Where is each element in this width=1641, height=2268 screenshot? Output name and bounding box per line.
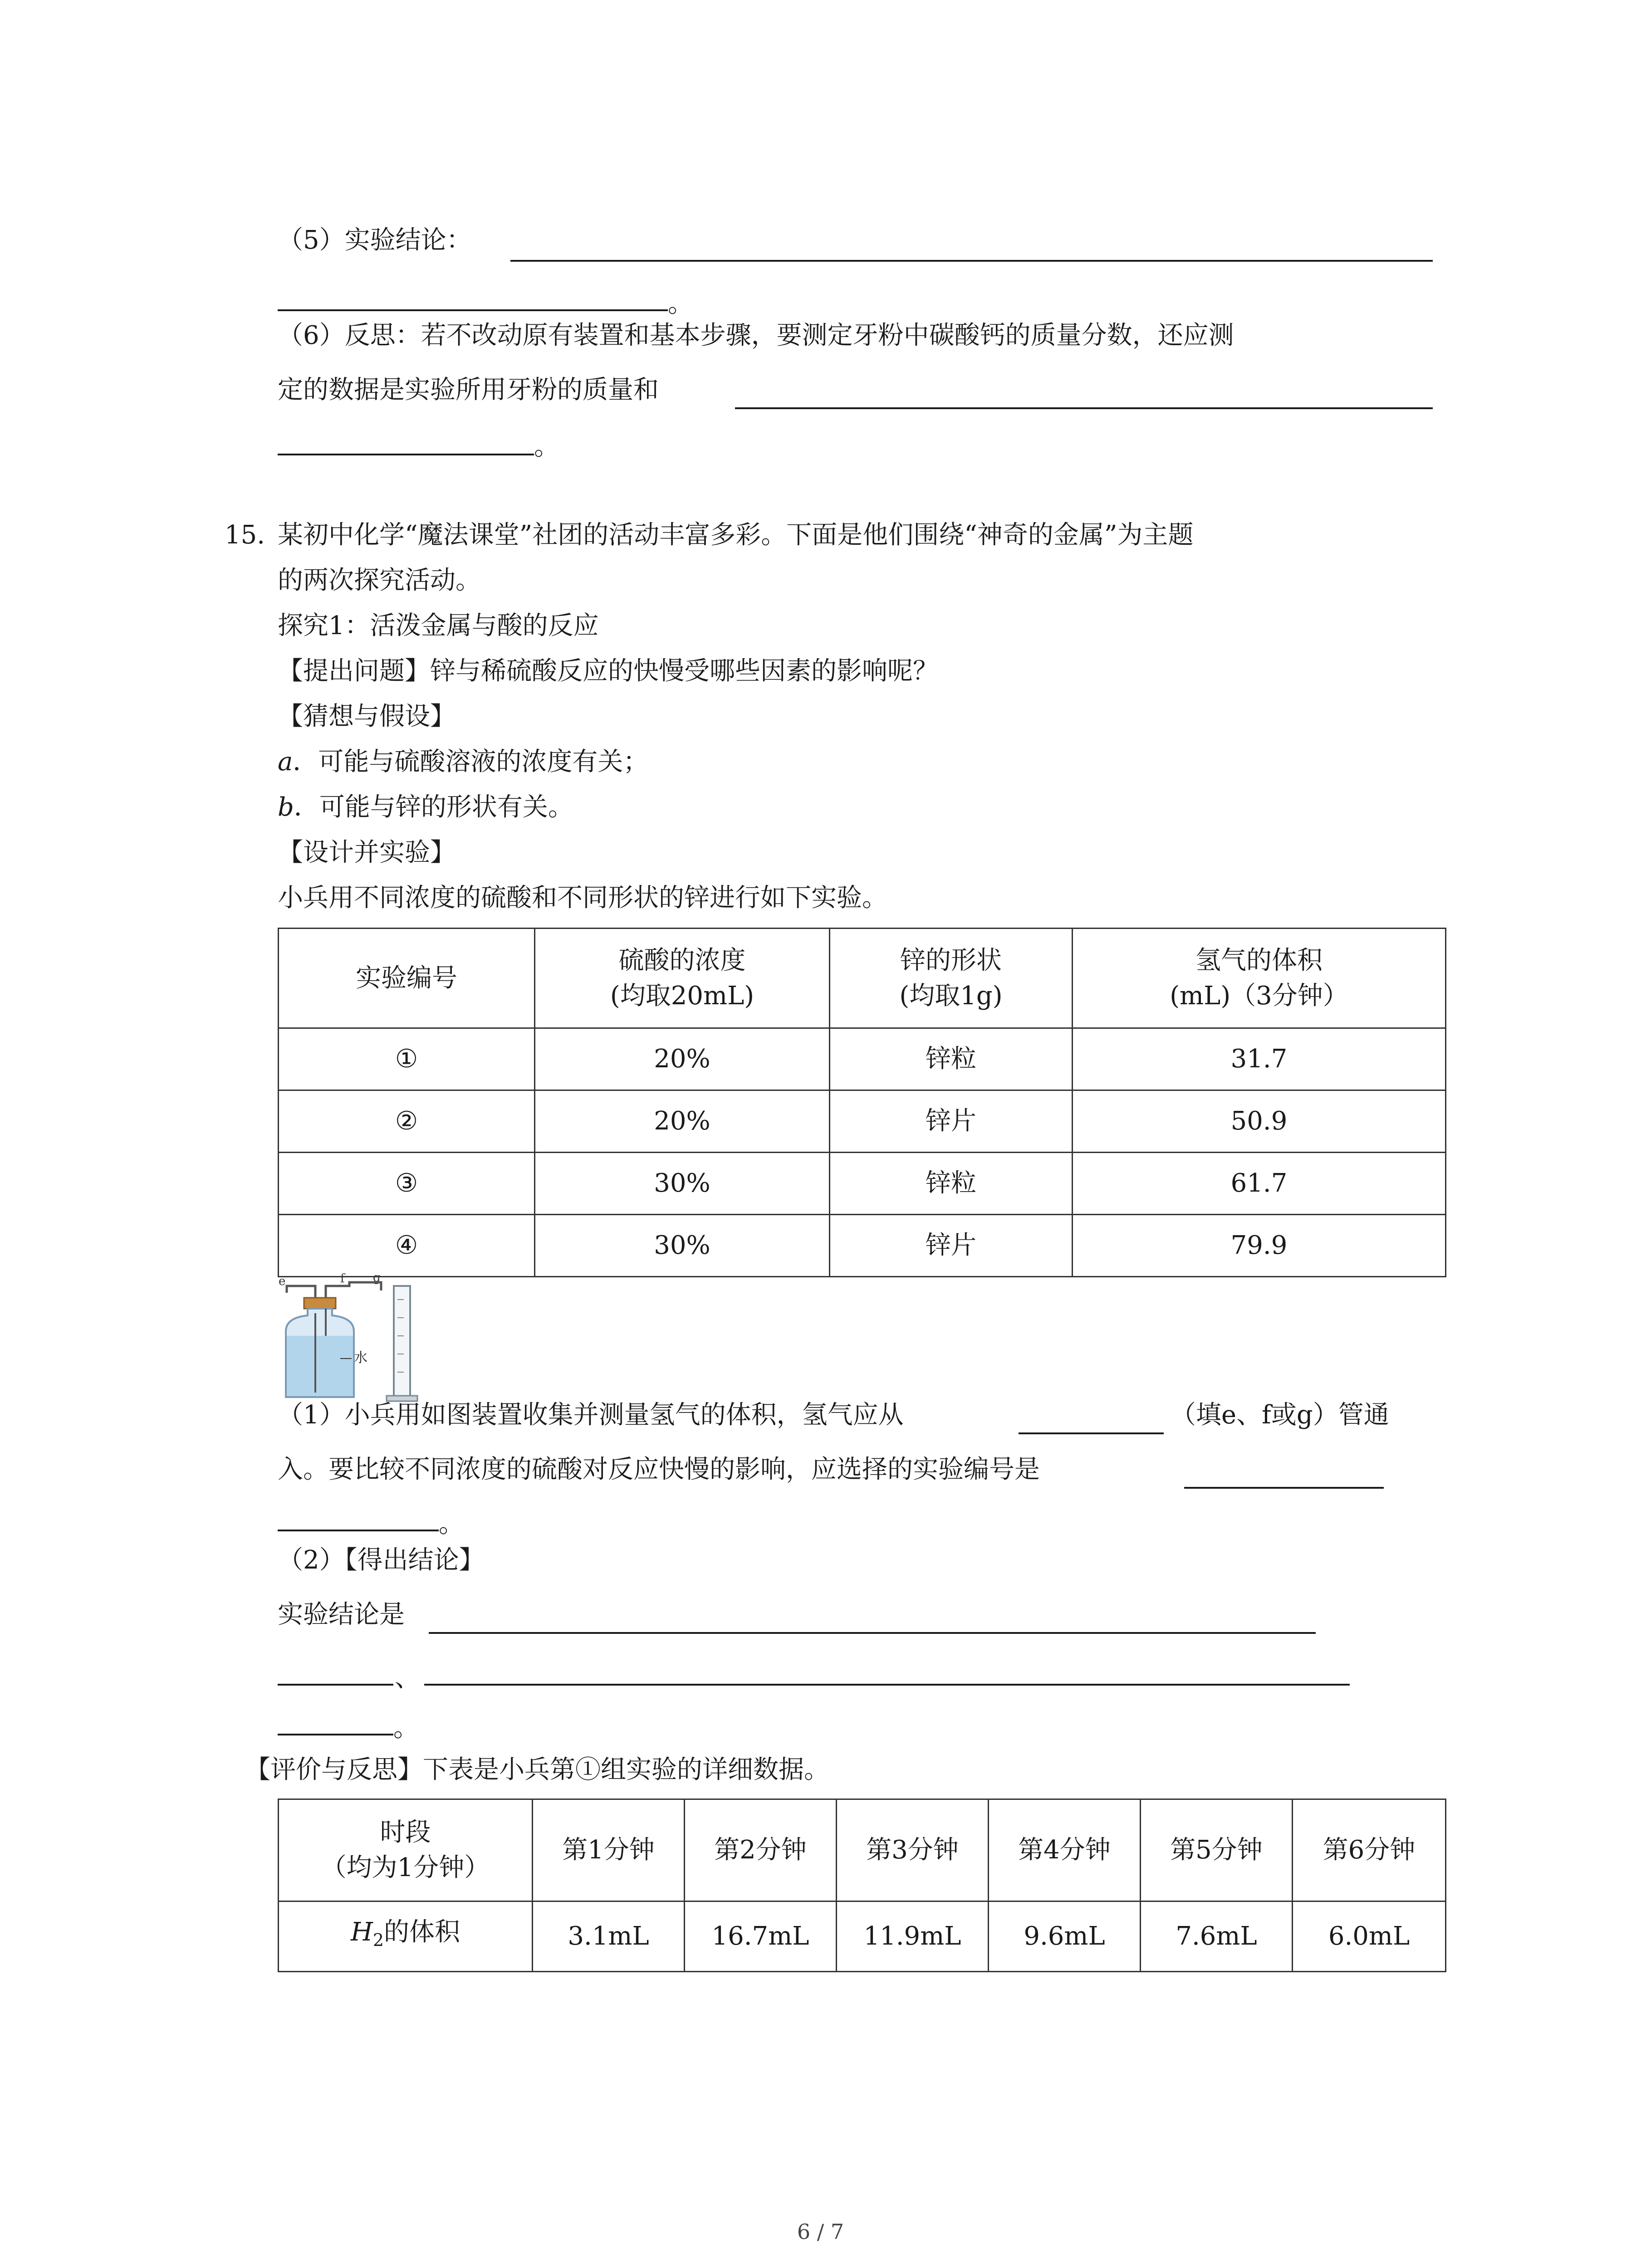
- tube-label-g: g: [373, 1272, 381, 1285]
- period-cell: 第3分钟: [837, 1799, 989, 1901]
- value-cell: 11.9mL: [837, 1901, 989, 1972]
- value-cell: 3.1mL: [533, 1901, 685, 1972]
- table-cell: ①: [279, 1028, 535, 1090]
- header-cell-shape: 锌的形状 (均取1g): [830, 929, 1073, 1028]
- table-cell: 锌片: [830, 1215, 1073, 1277]
- value-cell: 7.6mL: [1141, 1901, 1293, 1972]
- p1-experiment-blank-2[interactable]: [278, 1530, 439, 1531]
- p2-separator: 、: [395, 1663, 420, 1693]
- table-cell: 31.7: [1073, 1028, 1446, 1090]
- p2-conclusion-blank-1[interactable]: [429, 1632, 1316, 1634]
- q6-answer-blank-2[interactable]: [278, 454, 534, 455]
- hypothesis-b-letter: b: [278, 792, 294, 822]
- period-cell: 第2分钟: [685, 1799, 837, 1901]
- q6-end: 。: [534, 432, 559, 461]
- p1-line2: 入。要比较不同浓度的硫酸对反应快慢的影响，应选择的实验编号是: [278, 1455, 1040, 1484]
- header-cell-period: 时段 （均为1分钟）: [279, 1799, 533, 1901]
- q6-line1: （6）反思：若不改动原有装置和基本步骤，要测定牙粉中碳酸钙的质量分数，还应测: [278, 321, 1234, 350]
- table-cell: 锌粒: [830, 1028, 1073, 1090]
- design-title: 【设计并实验】: [278, 838, 456, 867]
- value-cell: 6.0mL: [1293, 1901, 1446, 1972]
- p2-end: 。: [393, 1713, 419, 1743]
- tube-label-e: e: [279, 1275, 286, 1288]
- hypothesis-b: [278, 789, 573, 826]
- table-cell: 锌粒: [830, 1153, 1073, 1215]
- period-cell: 第1分钟: [533, 1799, 685, 1901]
- period-cell: 第6分钟: [1293, 1799, 1446, 1901]
- period-cell: 第5分钟: [1141, 1799, 1293, 1901]
- table-cell: ③: [279, 1153, 535, 1215]
- p2-title: （2）【得出结论】: [278, 1545, 485, 1575]
- experiment-table-header: [279, 929, 1446, 1028]
- water-label: 水: [354, 1350, 367, 1366]
- table-cell: 20%: [535, 1090, 830, 1153]
- value-cell: 16.7mL: [685, 1901, 837, 1972]
- gas-collection-apparatus: [272, 1272, 436, 1404]
- p2-conclusion-blank-2[interactable]: [278, 1684, 393, 1686]
- q5-end: 。: [668, 289, 693, 318]
- detail-table-header: [279, 1799, 1446, 1901]
- detail-table: [278, 1799, 1446, 1972]
- p1-line1b: （填e、f或g）管通: [1171, 1400, 1389, 1430]
- design-text: 小兵用不同浓度的硫酸和不同形状的锌进行如下实验。: [278, 883, 887, 913]
- table-cell: 79.9: [1073, 1215, 1446, 1277]
- table-row: [279, 1028, 1446, 1090]
- header-cell-volume: 氢气的体积 (mL)（3分钟）: [1073, 929, 1446, 1028]
- hypothesis-a: [278, 744, 648, 780]
- experiment-table: [278, 928, 1446, 1277]
- tube-label-f: f: [340, 1272, 345, 1286]
- p1-experiment-blank-1[interactable]: [1184, 1487, 1384, 1489]
- inquiry1-title: 探究1：活泼金属与酸的反应: [278, 611, 599, 640]
- hypothesis-a-text: ．可能与硫酸溶液的浓度有关；: [293, 747, 649, 777]
- hypothesis-title: 【猜想与假设】: [278, 702, 456, 731]
- table-cell: 锌片: [830, 1090, 1073, 1153]
- graduated-cylinder-icon: [394, 1286, 410, 1397]
- q15-stem-line2: 的两次探究活动。: [278, 566, 481, 595]
- water-icon: [287, 1336, 353, 1396]
- table-cell: 30%: [535, 1215, 830, 1277]
- hypothesis-a-letter: a: [278, 747, 293, 777]
- table-cell: ②: [279, 1090, 535, 1153]
- q15-stem-line1: 某初中化学“魔法课堂”社团的活动丰富多彩。下面是他们围绕“神奇的金属”为主题: [278, 520, 1194, 550]
- eval-text: 【评价与反思】下表是小兵第①组实验的详细数据。: [245, 1755, 829, 1784]
- value-cell: 9.6mL: [989, 1901, 1141, 1972]
- p1-end: 。: [439, 1509, 464, 1539]
- header-cell-id: 实验编号: [279, 929, 535, 1028]
- p2-conclusion-blank-4[interactable]: [278, 1734, 393, 1735]
- table-cell: 50.9: [1073, 1090, 1446, 1153]
- q6-line2: 定的数据是实验所用牙粉的质量和: [278, 375, 659, 405]
- table-cell: 30%: [535, 1153, 830, 1215]
- row-label-h2-volume: $H_2$的体积: [279, 1901, 533, 1972]
- table-cell: 61.7: [1073, 1153, 1446, 1215]
- period-cell: 第4分钟: [989, 1799, 1141, 1901]
- p2-lead: 实验结论是: [278, 1600, 405, 1629]
- question-heading: 【提出问题】锌与稀硫酸反应的快慢受哪些因素的影响呢？: [278, 656, 938, 686]
- stopper-icon: [304, 1298, 336, 1309]
- q6-answer-blank-1[interactable]: [735, 407, 1433, 409]
- table-cell: ④: [279, 1215, 535, 1277]
- q5-answer-blank-1[interactable]: [510, 260, 1433, 262]
- table-cell: 20%: [535, 1028, 830, 1090]
- q5-answer-blank-2[interactable]: [278, 309, 668, 311]
- page-number: 6 / 7: [797, 2219, 844, 2244]
- q5-label: （5）实验结论：: [278, 225, 472, 255]
- table-row: [279, 1901, 1446, 1972]
- table-row: [279, 1215, 1446, 1277]
- hypothesis-b-text: ．可能与锌的形状有关。: [294, 792, 573, 822]
- p2-conclusion-blank-3[interactable]: [424, 1684, 1350, 1686]
- table-row: [279, 1153, 1446, 1215]
- table-row: [279, 1090, 1446, 1153]
- p1-inlet-blank[interactable]: [1019, 1432, 1164, 1434]
- header-cell-concentration: 硫酸的浓度 (均取20mL): [535, 929, 830, 1028]
- p1-line1a: （1）小兵用如图装置收集并测量氢气的体积，氢气应从: [278, 1400, 904, 1430]
- q15-number: 15.: [225, 520, 265, 550]
